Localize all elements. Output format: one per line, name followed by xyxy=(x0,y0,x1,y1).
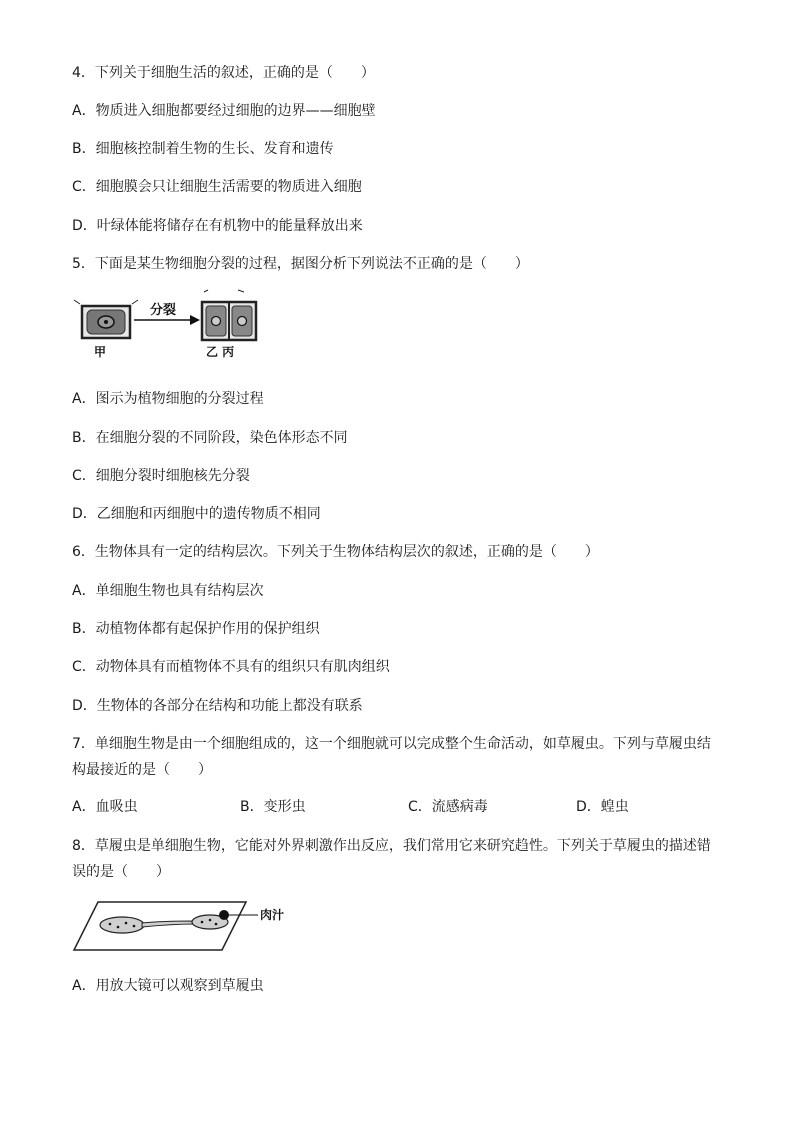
label-yi-bing: 乙 丙 xyxy=(206,345,235,358)
q8-stem-line-2: 误的是（ ） xyxy=(72,864,170,880)
q5-option-d: D．乙细胞和丙细胞中的遗传物质不相同 xyxy=(72,506,321,522)
q7-option-c: C．流感病毒 xyxy=(408,799,488,815)
meat-juice-label: 肉汁 xyxy=(260,908,285,922)
q6-stem: 6．生物体具有一定的结构层次。下列关于生物体结构层次的叙述，正确的是（ ） xyxy=(72,544,599,560)
paramecium-slide-figure xyxy=(72,898,312,954)
q7-stem-line-2: 构最接近的是（ ） xyxy=(72,762,212,778)
q7-option-a: A．血吸虫 xyxy=(72,799,138,815)
q8-stem-line-1: 8．草履虫是单细胞生物，它能对外界刺激作出反应，我们常用它来研究趋性。下列关于草履虫的描述错 xyxy=(72,838,711,854)
q5-option-b: B．在细胞分裂的不同阶段，染色体形态不同 xyxy=(72,430,348,446)
cell-division-figure xyxy=(72,286,272,358)
q5-option-c: C．细胞分裂时细胞核先分裂 xyxy=(72,468,250,484)
arrow-label: 分裂 xyxy=(150,303,177,318)
q4-option-c: C．细胞膜会只让细胞生活需要的物质进入细胞 xyxy=(72,179,362,195)
q6-option-a: A．单细胞生物也具有结构层次 xyxy=(72,583,264,599)
q7-option-b: B．变形虫 xyxy=(240,799,306,815)
q7-stem-line-1: 7．单细胞生物是由一个细胞组成的，这一个细胞就可以完成整个生命活动，如草履虫。下列与草履虫结 xyxy=(72,736,711,752)
q5-stem: 5．下面是某生物细胞分裂的过程，据图分析下列说法不正确的是（ ） xyxy=(72,256,529,272)
q4-option-b: B．细胞核控制着生物的生长、发育和遗传 xyxy=(72,141,334,157)
q6-option-c: C．动物体具有而植物体不具有的组织只有肌肉组织 xyxy=(72,659,390,675)
q4-stem: 4．下列关于细胞生活的叙述，正确的是（ ） xyxy=(72,65,375,81)
q6-option-d: D．生物体的各部分在结构和功能上都没有联系 xyxy=(72,698,363,714)
q7-option-d: D．蝗虫 xyxy=(576,799,629,815)
q4-option-a: A．物质进入细胞都要经过细胞的边界——细胞壁 xyxy=(72,103,376,119)
q8-option-a: A．用放大镜可以观察到草履虫 xyxy=(72,978,264,994)
q6-option-b: B．动植物体都有起保护作用的保护组织 xyxy=(72,621,320,637)
q4-option-d: D．叶绿体能将储存在有机物中的能量释放出来 xyxy=(72,218,363,234)
q5-option-a: A．图示为植物细胞的分裂过程 xyxy=(72,391,264,407)
label-jia: 甲 xyxy=(94,345,107,358)
